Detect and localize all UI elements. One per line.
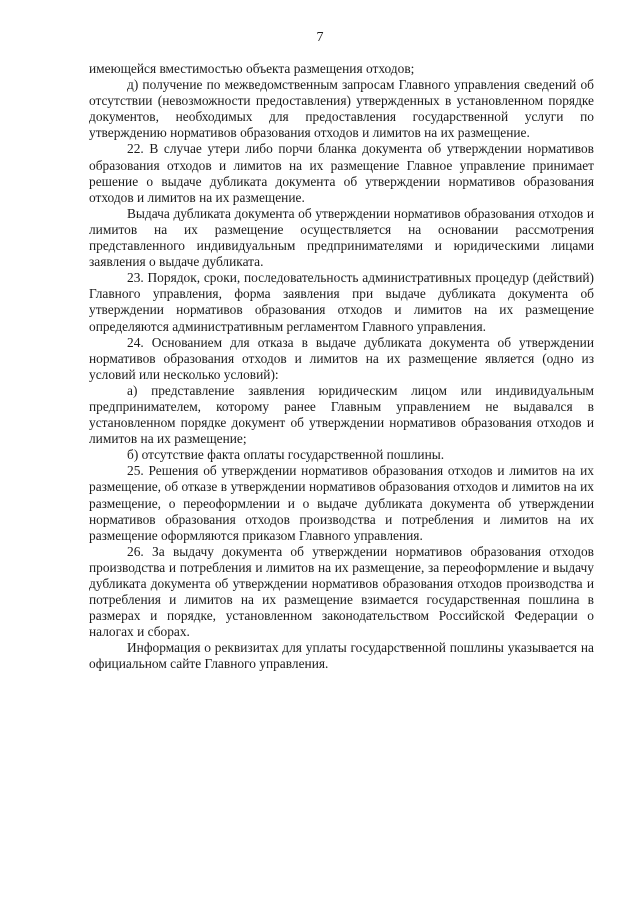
paragraph-22-duplicate: Выдача дубликата документа об утверждении нормативов образования отходов и лимитов на их размещение осуществляется на основании рассмотрения представленного индивидуальным предпринимателями и юридическими лицами заявления о выдаче дубликата. bbox=[89, 205, 594, 270]
paragraph-24: 24. Основанием для отказа в выдаче дубликата документа об утверждении нормативов образования отходов и лимитов на их размещение является (одно из условий или несколько условий): bbox=[89, 334, 594, 382]
paragraph-25: 25. Решения об утверждении нормативов образования отходов и лимитов на их размещение, об отказе в утверждении нормативов образования отходов и лимитов на их размещение, о переоформлении и о выдаче дубликата документа об утверждении нормативов образования отходов производства и потребления и лимитов на их размещение оформляются приказом Главного управления. bbox=[89, 463, 594, 543]
paragraph-26: 26. За выдачу документа об утверждении нормативов образования отходов производства и потребления и лимитов на их размещение, за переоформление и выдачу дубликата документа об утверждении нормативов образования отходов производства и потребления и лимитов на их размещение взимается государственная пошлина в размерах и порядке, установленном законодательством Российской Федерации о налогах и сборах. bbox=[89, 543, 594, 640]
paragraph-continuation: имеющейся вместимостью объекта размещения отходов; bbox=[89, 61, 415, 76]
paragraph-23: 23. Порядок, сроки, последовательность административных процедур (действий) Главного управления, форма заявления при выдаче дубликата документа об утверждении нормативов образования отходов и лимитов на их размещение определяются административным регламентом Главного управления. bbox=[89, 270, 594, 334]
paragraph-22: 22. В случае утери либо порчи бланка документа об утверждении нормативов образования отходов и лимитов на их размещение Главное управление принимает решение о выдаче дубликата документа об утверждении нормативов образования отходов и лимитов на их размещение. bbox=[89, 141, 594, 205]
paragraph-item-d: д) получение по межведомственным запросам Главного управления сведений об отсутствии (невозможности предоставления) утвержденных в установленном порядке документов, необходимых для предоставления государственной услуги по утверждению нормативов образования отходов и лимитов на их размещение. bbox=[89, 77, 594, 141]
paragraph-24-item-b: б) отсутствие факта оплаты государственной пошлины. bbox=[127, 447, 445, 463]
page-number: 7 bbox=[316, 30, 324, 45]
paragraph-26-info: Информация о реквизитах для уплаты государственной пошлины указывается на официальном сайте Главного управления. bbox=[89, 640, 594, 672]
paragraph-24-item-a: а) представление заявления юридическим лицом или индивидуальным предпринимателем, которому ранее Главным управлением не выдавался в установленном порядке документ об утверждении нормативов образования отходов и лимитов на их размещение; bbox=[89, 382, 594, 447]
document-body bbox=[89, 61, 594, 673]
